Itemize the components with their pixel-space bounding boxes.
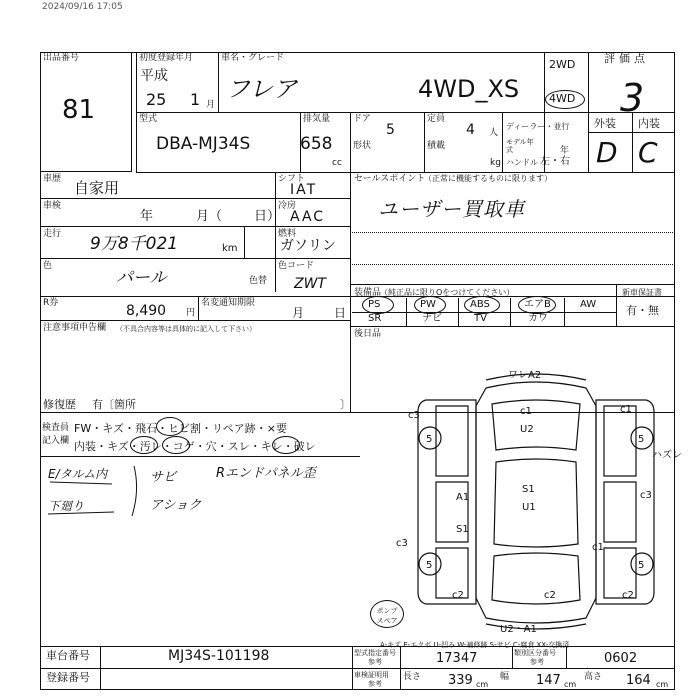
equip-ps: PS [368,299,381,310]
check-row-2: 内装・キズ・汚レ・コゲ・穴・スレ・キレ・破レ [74,440,316,453]
engine-label: 排気量 [303,114,331,124]
car-grade: 4WD_XS [418,75,520,103]
model-value: DBA-MJ34S [156,134,251,154]
color-code-value: ZWT [294,276,326,292]
repair-value: 有〔箇所 [92,398,136,411]
note-line-1: E/タルム内 [48,467,108,481]
check-row2-b: 汚レ [139,440,162,453]
class-num-value: 0602 [604,651,638,666]
type-num-ref: 参考 [368,658,382,666]
warranty-label: 新車保証書 [622,288,662,297]
mark-front-crack: ワレA2 [508,370,542,381]
note-line-2: 下廻り [48,499,85,513]
model-year-label: モデル年式 [506,138,534,154]
dealer-label: ディーラー・並行 [506,122,570,131]
note-bracket [40,460,150,520]
dims-hgt: 164 [626,673,651,688]
check-row2-g: 破レ [293,440,316,453]
drive-2wd: 2WD [549,58,576,71]
mileage-label: 走行 [43,229,62,239]
mark-right-hazure: ハズレ [652,450,682,461]
equip-leather: カワ [528,313,548,324]
color-label: 色 [43,261,53,271]
chassis-value: MJ34S-101198 [168,648,270,664]
mark-left-s1: S1 [456,524,469,535]
score-label: 評価点 [604,52,649,65]
equipment-label: 装備品 [354,288,382,298]
drive-4wd-circle [545,90,585,109]
class-num-label: 類別区分番号 [514,649,556,657]
check-row1-b: 飛石 [135,422,157,435]
first-reg-month: 1 [190,90,201,109]
check-row1-e: ×要 [266,422,287,435]
handle-value: 左・右 [540,156,570,167]
dims-wid-label: 幅 [500,672,510,682]
rear-label: 後日品 [354,329,382,339]
mark-rr-wheel: 5 [638,560,645,571]
inspection-month: 月（ [196,209,223,224]
shift-value: IAT [290,182,318,198]
load-label: 積載 [427,141,446,151]
check-label-2: 記入欄 [42,436,70,446]
note-mid-1: サビ [150,470,177,485]
mileage-unit: km [222,243,238,254]
first-reg-month-unit: 月 [206,100,216,110]
mark-roof-s1: S1 [522,484,535,495]
capacity-label: 定員 [427,114,446,124]
dims-label: 車検証明用 [354,671,389,679]
type-num-value: 17347 [436,651,478,666]
mark-circle-sure [272,436,300,454]
mark-lf-wheel: 5 [426,434,433,445]
dims-hgt-unit: cm [656,680,669,689]
shift-label: シフト [278,174,306,184]
damage-legend: A-キズ E-エクボ U-凹み W-補修跡 S-サビ C-腐食 XX-交換済 [380,641,570,649]
name-change-month: 月 [292,306,305,320]
engine-value: 658 [300,134,333,154]
lot-number: 81 [62,95,96,125]
check-row1-d: リペア跡 [212,422,256,435]
score-value: 3 [620,76,645,120]
color-code-label: 色コード [278,261,315,271]
capacity-value: 4 [466,122,475,138]
note-right: Rエンドパネル歪 [216,466,316,481]
mark-lf-c3: c3 [408,410,420,421]
mark-right-c3: c3 [640,490,652,501]
mark-rr-c2: c2 [622,590,634,601]
check-row1-a: キズ [102,422,124,435]
mark-circle-yogore [162,436,190,454]
shape-label: 形状 [353,141,372,151]
first-reg-year: 25 [146,90,167,109]
interior-label: 内装 [638,117,660,130]
recycle-label: R券 [43,298,59,308]
dims-wid: 147 [536,673,561,688]
inspection-label: 車検 [43,201,62,211]
check-row2-head: 内装 [74,440,96,453]
equip-tv: TV [474,313,487,324]
ac-value: AAC [290,209,326,225]
mark-rf-c1: c1 [620,404,632,415]
check-row1-head: FW [74,422,92,435]
exterior-label: 外装 [594,117,616,130]
dims-len: 339 [448,673,473,688]
mark-lr-wheel: 5 [426,560,433,571]
mark-lr-c3: c3 [396,538,408,549]
mark-roof-u1: U1 [522,502,536,513]
model-year-unit: 年 [560,146,570,156]
mark-lr-c2: c2 [452,590,464,601]
inspection-year: 年 [140,209,154,224]
name-change-label: 名変通知期限 [201,298,256,308]
notes-sub: （不具合内容等は具体的に記入して下さい） [116,325,256,333]
mark-rr-c1: c1 [592,542,604,553]
repair-label: 修復歴 [43,398,76,411]
mark-circle-int-kizu [130,436,158,454]
capacity-unit: 人 [489,128,499,138]
type-num-label: 型式指定番号 [354,649,396,657]
car-damage-diagram [396,366,682,636]
interior-value: C [638,136,658,169]
check-row2-e: スレ [227,440,250,453]
notes-label: 注意事項申告欄 [43,323,107,333]
mark-rear-u2a1: U2・A1 [500,624,537,635]
door-value: 5 [386,122,395,138]
inspection-day: 日） [254,209,281,224]
timestamp: 2024/09/16 17:05 [42,2,123,12]
name-change-day: 日 [334,306,347,320]
equip-airbag: エアB [524,299,551,310]
dims-len-unit: cm [476,680,489,689]
ac-label: 冷房 [278,201,297,211]
check-row1-c: ヒビ割 [168,422,201,435]
fuel-label: 燃料 [278,229,297,239]
mark-hood-c1: c1 [520,406,532,417]
door-label: ドア [353,114,371,124]
equip-navi: ナビ [422,313,442,324]
note-mid-2: アショク [150,498,202,513]
mark-rf-wheel: 5 [638,434,645,445]
color-value: パール [116,268,167,288]
mark-circle-tobiishi [156,417,184,436]
check-row2-c: コゲ [172,440,195,453]
mark-left-a1: A1 [456,492,470,503]
lot-label: 出品番号 [43,53,80,63]
car-name: フレア [226,75,298,103]
warranty-value: 有・無 [626,304,659,317]
equip-pw: PW [420,299,436,310]
equipment-sub: （純正品に限りOをつけてください） [380,288,515,297]
drive-4wd: 4WD [549,92,576,105]
color-tone-label: 色替 [249,276,268,286]
selling-label: セールスポイント [354,174,426,184]
exterior-value: D [596,136,618,169]
car-name-label: 車名・グレード [221,53,285,63]
load-unit: kg [490,158,501,168]
equip-aw: AW [580,299,597,310]
repair-close: 〕 [340,398,351,411]
spare-note: ポンプ スペア [376,607,398,625]
mileage-value: 9万8千021 [90,234,179,254]
selling-value: ユーザー買取車 [378,197,525,221]
history-value: 自家用 [74,179,120,197]
equip-sr: SR [368,313,382,324]
mark-hood-u2: U2 [520,424,534,435]
check-label-1: 検査員 [42,423,70,433]
chassis-label: 車台番号 [46,649,90,662]
dims-wid-unit: cm [564,680,577,689]
check-row-1: FW・キズ・飛石・ヒビ割・リペア跡・×要 [74,422,287,435]
handle-label: ハンドル [506,158,538,167]
engine-unit: cc [332,158,342,168]
check-row2-a: キズ [107,440,129,453]
equipment-grid [352,298,616,326]
mark-trunk-c2: c2 [544,590,556,601]
dims-ref: 参考 [368,680,382,688]
dims-hgt-label: 高さ [584,672,603,682]
history-label: 車歴 [43,174,62,184]
selling-sub: （正常に機能するものに限ります） [424,174,552,183]
equip-abs: ABS [470,299,490,310]
dims-len-label: 長さ [403,672,422,682]
reg-num-label: 登録番号 [46,671,90,684]
first-reg-era: 平成 [140,68,168,84]
check-row2-f: キレ [260,440,283,453]
first-reg-label: 初度登録年月 [139,53,194,63]
fuel-value: ガソリン [280,238,336,254]
check-row2-d: 穴 [205,440,217,453]
model-label: 型式 [139,114,158,124]
class-num-ref: 参考 [530,658,544,666]
recycle-unit: 円 [186,308,196,318]
recycle-value: 8,490 [126,303,167,319]
